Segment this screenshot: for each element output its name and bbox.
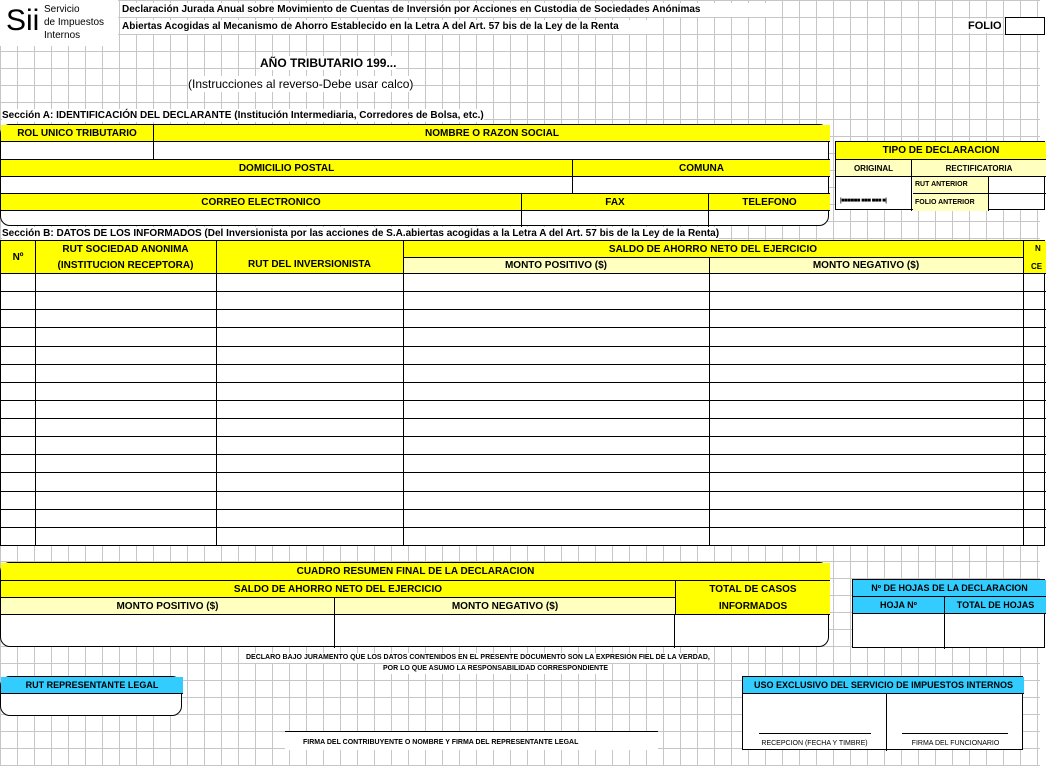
section-a-title: Sección A: IDENTIFICACIÓN DEL DECLARANTE (Institución Intermediaria, Corredores de Bolsa, etc.) [2, 110, 484, 121]
oath-line-2: POR LO QUE ASUMO LA RESPONSABILIDAD CORRESPONDIENTE [383, 665, 609, 672]
col-cut-header [1023, 241, 1046, 273]
legal-rep-box [0, 676, 182, 716]
summary-negative-label: MONTO NEGATIVO ($) [335, 598, 675, 614]
col-balance-group-header: SALDO DE AHORRO NETO DEL EJERCICIO [403, 241, 1023, 257]
col-company-line-1: RUT SOCIEDAD ANONIMA [62, 243, 189, 255]
sii-use-title: USO EXCLUSIVO DEL SERVICIO DE IMPUESTOS INTERNOS [743, 677, 1024, 693]
total-cases-line-1: TOTAL DE CASOS [709, 584, 797, 595]
fax-field[interactable] [523, 211, 709, 227]
legal-rep-field[interactable] [1, 694, 183, 717]
original-marker: |■■■■■■ ■■■ ■■■ ■| [840, 198, 887, 204]
tax-year: AÑO TRIBUTARIO 199... [260, 56, 397, 70]
col-cut-bottom: CE [1031, 262, 1043, 271]
table-row[interactable] [1, 492, 1046, 510]
sheet-number-label: HOJA Nº [853, 597, 945, 613]
summary-title: CUADRO RESUMEN FINAL DE LA DECLARACION [1, 563, 830, 580]
previous-rut-field[interactable] [990, 177, 1046, 193]
summary-negative-field[interactable] [336, 615, 675, 648]
sheets-box [852, 579, 1045, 648]
table-row[interactable] [1, 473, 1046, 491]
name-label: NOMBRE O RAZON SOCIAL [154, 125, 830, 141]
email-label: CORREO ELECTRONICO [1, 194, 522, 210]
table-row[interactable] [1, 347, 1046, 365]
logo-line-2: de Impuestos [44, 17, 105, 28]
table-row[interactable] [1, 401, 1046, 419]
table-row[interactable] [1, 292, 1046, 310]
col-company-line-2: (INSTITUCION RECEPTORA) [57, 259, 194, 271]
total-cases-line-2: INFORMADOS [718, 601, 788, 612]
declaration-type-box [835, 141, 1045, 210]
informed-data-table [0, 240, 1045, 546]
summary-positive-label: MONTO POSITIVO ($) [1, 598, 335, 614]
original-checkbox[interactable] [836, 177, 912, 211]
summary-total-cases-field[interactable] [676, 615, 830, 648]
sheets-title: Nº DE HOJAS DE LA DECLARACION [853, 580, 1046, 596]
instructions-note: (Instrucciones al reverso-Debe usar calco) [188, 77, 414, 91]
col-negative-header: MONTO NEGATIVO ($) [709, 257, 1023, 273]
rut-field[interactable] [1, 142, 154, 159]
email-field[interactable] [1, 211, 522, 227]
table-row[interactable] [1, 383, 1046, 401]
signature-label: FIRMA DEL CONTRIBUYENTE O NOMBRE Y FIRMA DEL REPRESENTANTE LEGAL [303, 739, 579, 746]
commune-label: COMUNA [573, 160, 830, 176]
previous-rut-label: RUT ANTERIOR [913, 177, 989, 193]
rectification-label: RECTIFICATORIA [912, 160, 1046, 176]
table-row[interactable] [1, 510, 1046, 528]
col-number-header: Nº [1, 241, 35, 273]
col-cut-top: N [1035, 244, 1041, 253]
folio-label: FOLIO [968, 20, 1002, 32]
total-sheets-field[interactable] [946, 614, 1046, 649]
col-positive-header: MONTO POSITIVO ($) [403, 257, 709, 273]
table-row[interactable] [1, 528, 1046, 546]
commune-field[interactable] [574, 177, 830, 193]
table-row[interactable] [1, 310, 1046, 328]
fax-label: FAX [522, 194, 709, 210]
table-body [1, 274, 1046, 546]
sheet-number-field[interactable] [853, 614, 945, 649]
reception-label: RECEPCION (FECHA Y TIMBRE) [761, 739, 868, 747]
table-row[interactable] [1, 328, 1046, 346]
legal-rep-label: RUT REPRESENTANTE LEGAL [1, 677, 183, 693]
phone-label: TELEFONO [709, 194, 830, 210]
rut-label: ROL UNICO TRIBUTARIO [1, 125, 154, 141]
summary-positive-field[interactable] [1, 615, 335, 648]
address-label: DOMICILIO POSTAL [1, 160, 573, 176]
address-field[interactable] [1, 177, 573, 193]
summary-total-cases-label [675, 581, 830, 614]
table-row[interactable] [1, 419, 1046, 437]
phone-field[interactable] [710, 211, 830, 227]
table-row[interactable] [1, 365, 1046, 383]
table-row[interactable] [1, 455, 1046, 473]
col-investor-header: RUT DEL INVERSIONISTA [216, 241, 403, 273]
official-signature-label: FIRMA DEL FUNCIONARIO [911, 739, 1000, 747]
form-title-line-2: Abiertas Acogidas al Mecanismo de Ahorro Establecido en la Letra A del Art. 57 bis de la Ley de la Renta [122, 20, 662, 34]
previous-folio-field[interactable] [990, 194, 1046, 211]
table-row[interactable] [1, 437, 1046, 455]
folio-field[interactable] [1005, 17, 1045, 35]
summary-box [0, 562, 829, 647]
declaration-type-title: TIPO DE DECLARACION [836, 142, 1046, 159]
logo-mark: Sii [6, 4, 40, 37]
section-b-title: Sección B: DATOS DE LOS INFORMADOS (Del Inversionista por las acciones de S.A.abiertas acogidas a la Letra A del Art. 57 bis de la Ley de la Renta) [2, 228, 720, 239]
total-sheets-label: TOTAL DE HOJAS [945, 597, 1046, 613]
logo-line-3: Internos [44, 30, 81, 41]
original-label: ORIGINAL [836, 160, 912, 176]
declarant-identification-box [0, 124, 829, 226]
name-field[interactable] [155, 142, 830, 159]
form-title-line-1: Declaración Jurada Anual sobre Movimiento de Cuentas de Inversión por Acciones en Custodia de Sociedades Anónimas [122, 3, 777, 17]
oath-line-1: DECLARO BAJO JURAMENTO QUE LOS DATOS CONTENIDOS EN EL PRESENTE DOCUMENTO SON LA EXPRESION FIEL DE LA VERDAD, [246, 654, 710, 661]
table-row[interactable] [1, 274, 1046, 292]
sii-use-box [742, 676, 1023, 750]
summary-balance-group: SALDO DE AHORRO NETO DEL EJERCICIO [1, 581, 675, 597]
previous-folio-label: FOLIO ANTERIOR [913, 194, 989, 211]
sii-logo [0, 0, 118, 46]
col-company-header [35, 241, 216, 273]
logo-line-1: Servicio [44, 4, 80, 15]
